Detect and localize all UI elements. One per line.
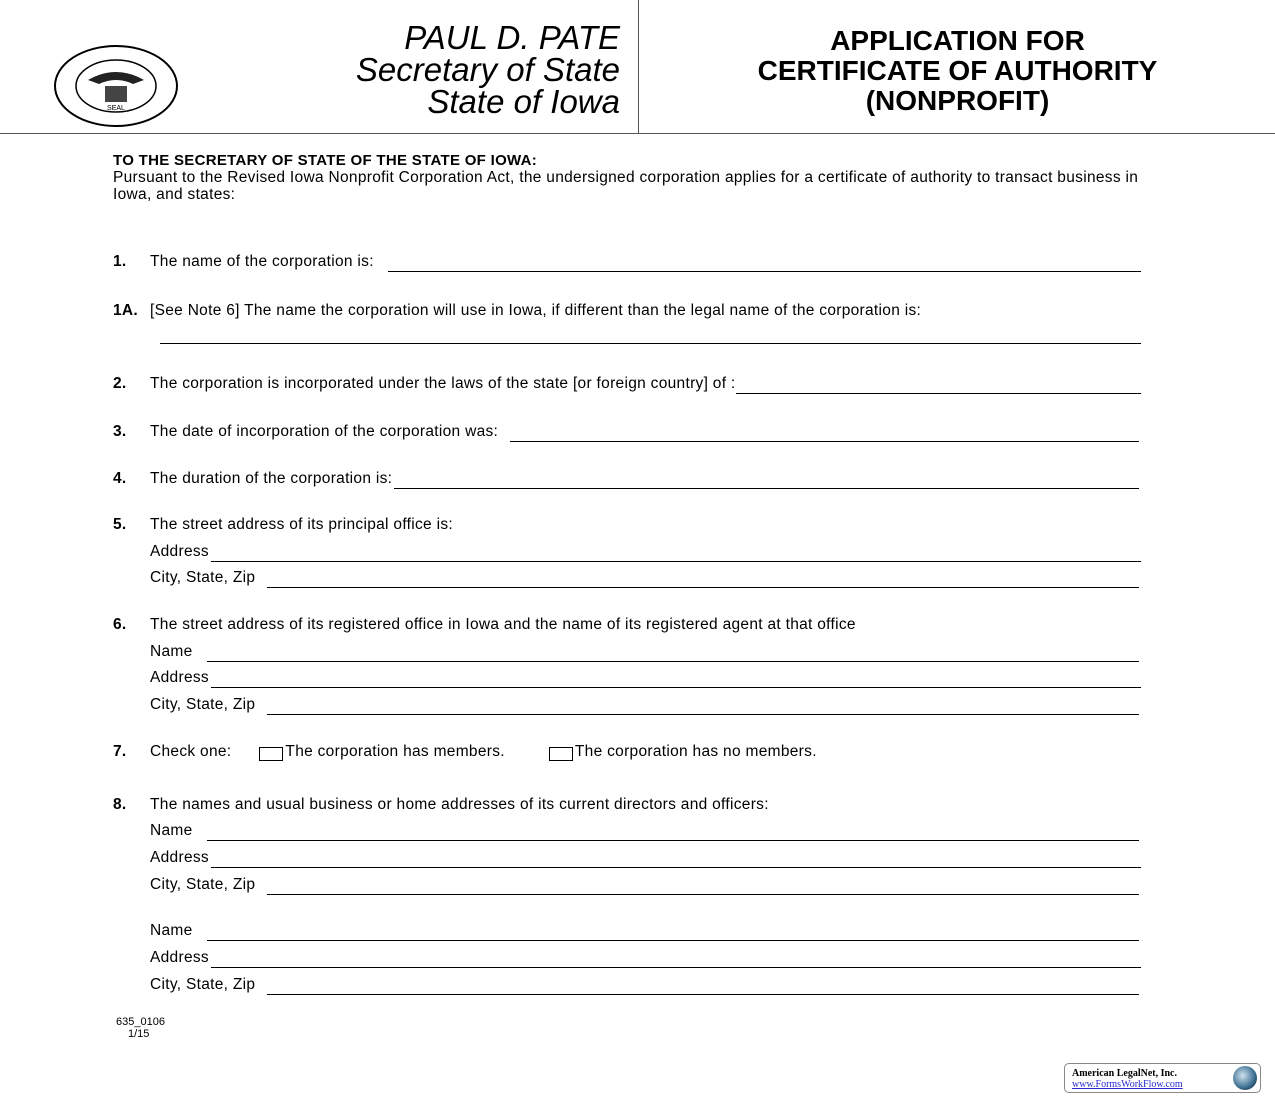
vendor-name: American LegalNet, Inc.: [1072, 1068, 1177, 1079]
field-label: Name: [150, 922, 193, 939]
director-address-field[interactable]: [211, 867, 1141, 868]
item-number: 8.: [113, 796, 127, 813]
field-label: City, State, Zip: [150, 976, 256, 993]
agent-name-row: [113, 643, 1139, 661]
agent-address-field[interactable]: [211, 687, 1141, 688]
field-label: City, State, Zip: [150, 569, 256, 586]
field-label: Name: [150, 822, 193, 839]
item-3: [113, 423, 1139, 441]
director-1-address-row: [113, 849, 1141, 867]
field-label: Address: [150, 669, 209, 686]
director-name-field[interactable]: [207, 840, 1139, 841]
has-members-checkbox[interactable]: [259, 747, 283, 761]
item-label: The street address of its registered office in Iowa and the name of its registered agent at that office: [150, 616, 856, 633]
item-2: [113, 375, 1141, 393]
agent-address-row: [113, 669, 1141, 687]
item-7: [113, 743, 1141, 761]
item-label: [See Note 6] The name the corporation will use in Iowa, if different than the legal name of the corporation is:: [150, 302, 922, 319]
field-label: City, State, Zip: [150, 876, 256, 893]
item-1a-line: [160, 325, 1141, 343]
agent-name-field[interactable]: [207, 661, 1139, 662]
item-number: 4.: [113, 470, 127, 487]
form-title-line: (NONPROFIT): [865, 85, 1050, 116]
item-label: Check one:: [150, 743, 232, 760]
field-label: City, State, Zip: [150, 696, 256, 713]
item-number: 3.: [113, 423, 127, 440]
header-divider: [638, 0, 639, 133]
duration-field[interactable]: [394, 488, 1139, 489]
director-name-field[interactable]: [207, 940, 1139, 941]
field-label: Address: [150, 543, 209, 560]
header-rule: [0, 133, 1275, 134]
item-1: [113, 253, 1141, 271]
vendor-link[interactable]: www.FormsWorkFlow.com: [1072, 1079, 1183, 1090]
item-number: 5.: [113, 516, 127, 533]
director-address-field[interactable]: [211, 967, 1141, 968]
item-label: The date of incorporation of the corporation was:: [150, 423, 499, 440]
director-csz-field[interactable]: [267, 994, 1139, 995]
item-1a: [113, 302, 1141, 320]
item-number: 7.: [113, 743, 127, 760]
item-label: The names and usual business or home addresses of its current directors and officers:: [150, 796, 769, 813]
agent-csz-row: [113, 696, 1139, 714]
field-label: Name: [150, 643, 193, 660]
agent-csz-field[interactable]: [267, 714, 1139, 715]
item-label: The name of the corporation is:: [150, 253, 374, 270]
item-label: The duration of the corporation is:: [150, 470, 393, 487]
item-label: The street address of its principal office is:: [150, 516, 453, 533]
item-number: 6.: [113, 616, 127, 633]
director-1-csz-row: [113, 876, 1139, 894]
globe-icon: [1233, 1066, 1257, 1090]
iowa-name-field[interactable]: [160, 343, 1141, 344]
incorporation-date-field[interactable]: [510, 441, 1139, 442]
field-label: Address: [150, 849, 209, 866]
principal-csz-row: [113, 569, 1139, 587]
item-number: 1.: [113, 253, 127, 270]
official-title: Secretary of State: [355, 51, 620, 88]
svg-text:SEAL: SEAL: [107, 105, 125, 112]
item-8: [113, 796, 1141, 814]
principal-address-field[interactable]: [211, 561, 1141, 562]
state-of-incorporation-field[interactable]: [736, 393, 1141, 394]
director-2-name-row: [113, 922, 1139, 940]
item-6: [113, 616, 1141, 634]
item-number: 2.: [113, 375, 127, 392]
form-number: [116, 1016, 165, 1040]
form-revision: 1/15: [128, 1028, 150, 1040]
official-block: [355, 19, 620, 120]
director-1-name-row: [113, 822, 1139, 840]
item-number: 1A.: [113, 302, 139, 319]
item-5: [113, 516, 1141, 534]
official-state: State of Iowa: [427, 83, 620, 120]
item-4: [113, 470, 1139, 488]
official-name: PAUL D. PATE: [404, 19, 620, 56]
principal-csz-field[interactable]: [267, 587, 1139, 588]
form-title-line: APPLICATION FOR: [830, 25, 1085, 56]
no-members-checkbox[interactable]: [549, 747, 573, 761]
intro-body: Pursuant to the Revised Iowa Nonprofit Corporation Act, the undersigned corporation applies for a certificate of authority to transact business in Iowa, and states:: [113, 169, 1139, 203]
corporation-name-field[interactable]: [388, 271, 1141, 272]
field-label: Address: [150, 949, 209, 966]
principal-address-row: [113, 543, 1141, 561]
director-2-address-row: [113, 949, 1141, 967]
form-title-line: CERTIFICATE OF AUTHORITY: [757, 55, 1158, 86]
director-2-csz-row: [113, 976, 1139, 994]
intro: [113, 152, 1153, 203]
item-label: The corporation is incorporated under the laws of the state [or foreign country] of :: [150, 375, 736, 392]
no-members-label: The corporation has no members.: [574, 743, 817, 760]
form-title: [660, 26, 1255, 116]
has-members-label: The corporation has members.: [285, 743, 505, 760]
intro-heading: TO THE SECRETARY OF STATE OF THE STATE OF IOWA:: [113, 152, 538, 169]
state-seal-icon: [53, 44, 179, 128]
director-csz-field[interactable]: [267, 894, 1139, 895]
vendor-badge: [1064, 1063, 1261, 1093]
form-code: 635_0106: [116, 1016, 165, 1028]
